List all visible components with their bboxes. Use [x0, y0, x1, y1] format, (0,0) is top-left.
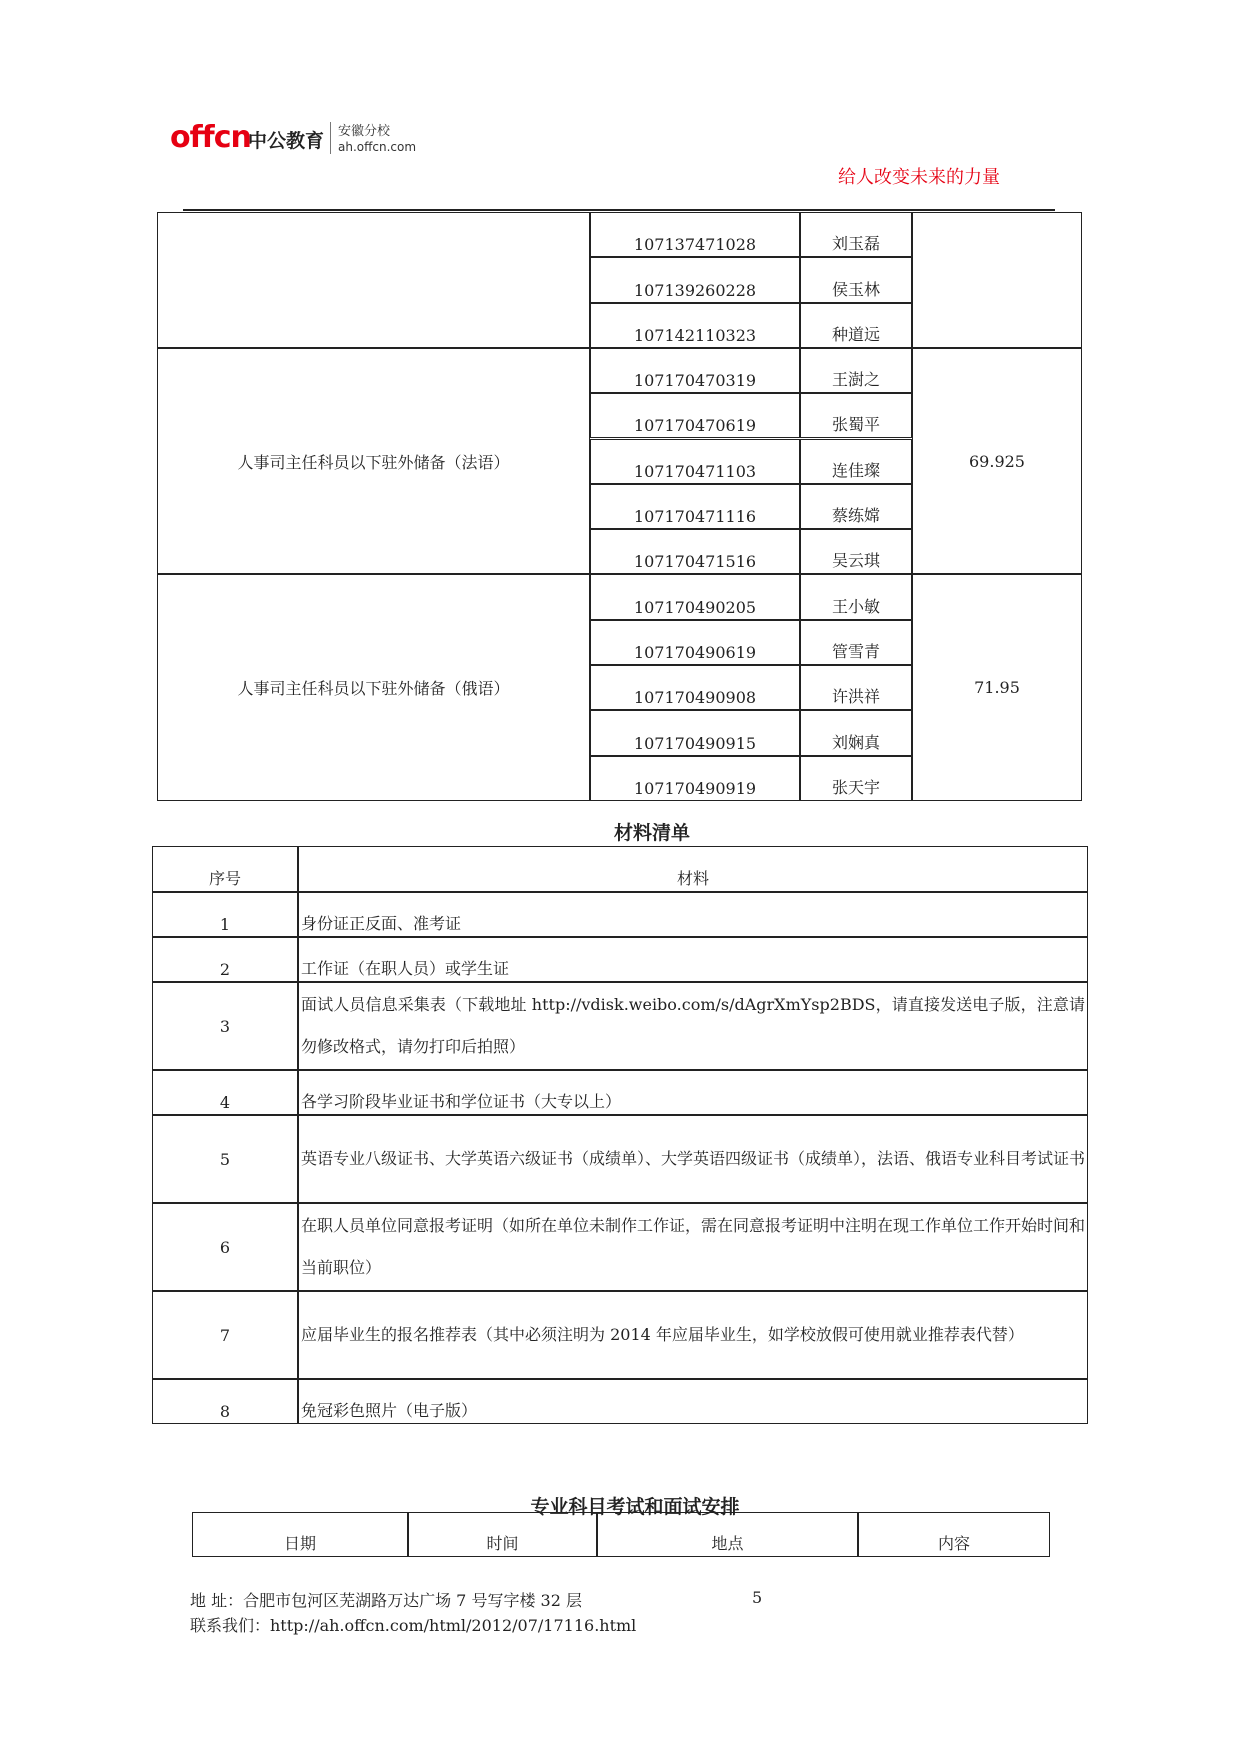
candidate-id-cell: 107170490919 — [590, 756, 800, 801]
material-row-text: 身份证正反面、准考证 — [298, 892, 1088, 937]
header-rule — [183, 209, 1055, 211]
candidate-id-cell: 107139260228 — [590, 257, 800, 302]
candidate-name-cell: 刘娴真 — [800, 710, 912, 755]
score-cell: 69.925 — [912, 348, 1082, 575]
page-number: 5 — [752, 1588, 763, 1607]
footer-address: 地 址：合肥市包河区芜湖路万达广场 7 号写字楼 32 层 — [190, 1591, 582, 1610]
material-row-text: 应届毕业生的报名推荐表（其中必须注明为 2014 年应届毕业生，如学校放假可使用就业推荐表代替） — [298, 1291, 1088, 1379]
candidate-id-cell: 107142110323 — [590, 303, 800, 348]
material-row-no: 7 — [152, 1291, 298, 1379]
schedule-header-cell: 时间 — [408, 1512, 597, 1557]
candidate-id-cell: 107170490205 — [590, 574, 800, 619]
candidate-name-cell: 蔡练嫦 — [800, 484, 912, 529]
schedule-header-cell: 内容 — [858, 1512, 1050, 1557]
material-row-no: 1 — [152, 892, 298, 937]
logo-branch: 安徽分校 — [338, 124, 391, 139]
candidate-name-cell: 连佳璨 — [800, 439, 912, 484]
schedule-header-cell: 地点 — [597, 1512, 858, 1557]
schedule-header-cell: 日期 — [192, 1512, 408, 1557]
material-row-text: 在职人员单位同意报考证明（如所在单位未制作工作证，需在同意报考证明中注明在现工作单位工作开始时间和当前职位） — [298, 1203, 1088, 1291]
materials-header-item: 材料 — [298, 846, 1088, 892]
material-row-text: 各学习阶段毕业证书和学位证书（大专以上） — [298, 1070, 1088, 1115]
candidate-id-cell: 107170490619 — [590, 620, 800, 665]
candidate-name-cell: 管雪青 — [800, 620, 912, 665]
candidate-name-cell: 许洪祥 — [800, 665, 912, 710]
candidate-id-cell: 107170471103 — [590, 439, 800, 484]
candidate-name-cell: 吴云琪 — [800, 529, 912, 574]
material-row-text: 免冠彩色照片（电子版） — [298, 1379, 1088, 1424]
material-row-no: 3 — [152, 982, 298, 1070]
candidate-id-cell: 107170471516 — [590, 529, 800, 574]
candidate-name-cell: 王小敏 — [800, 574, 912, 619]
candidate-name-cell: 侯玉林 — [800, 257, 912, 302]
header-slogan: 给人改变未来的力量 — [838, 167, 1000, 188]
candidate-id-cell: 107170471116 — [590, 484, 800, 529]
position-cell: 人事司主任科员以下驻外储备（俄语） — [157, 574, 590, 801]
candidate-name-cell: 张蜀平 — [800, 393, 912, 438]
materials-title: 材料清单 — [613, 822, 690, 844]
footer-contact: 联系我们：http://ah.offcn.com/html/2012/07/17116.html — [190, 1616, 637, 1635]
position-cell: 人事司主任科员以下驻外储备（法语） — [157, 348, 590, 575]
candidate-id-cell: 107170470619 — [590, 393, 800, 438]
candidate-id-cell: 107137471028 — [590, 212, 800, 257]
candidate-name-cell: 王澍之 — [800, 348, 912, 393]
candidate-id-cell: 107170490908 — [590, 665, 800, 710]
material-row-text: 工作证（在职人员）或学生证 — [298, 937, 1088, 982]
material-row-no: 2 — [152, 937, 298, 982]
material-row-no: 8 — [152, 1379, 298, 1424]
results-table-frame — [157, 212, 1082, 801]
candidate-name-cell: 种道远 — [800, 303, 912, 348]
logo-wordmark: offcn — [170, 120, 251, 155]
material-row-no: 6 — [152, 1203, 298, 1291]
material-row-no: 4 — [152, 1070, 298, 1115]
offcn-logo — [170, 112, 430, 164]
candidate-name-cell: 张天宇 — [800, 756, 912, 801]
logo-chinese-name: 中公教育 — [248, 130, 325, 152]
candidate-id-cell: 107170470319 — [590, 348, 800, 393]
candidate-name-cell: 刘玉磊 — [800, 212, 912, 257]
materials-header-no: 序号 — [152, 846, 298, 892]
material-row-text: 英语专业八级证书、大学英语六级证书（成绩单）、大学英语四级证书（成绩单），法语、俄语专业科目考试证书 — [298, 1115, 1088, 1203]
materials-table-frame — [152, 846, 1088, 1424]
candidate-id-cell: 107170490915 — [590, 710, 800, 755]
logo-domain: ah.offcn.com — [338, 140, 417, 154]
schedule-table-frame — [192, 1512, 1050, 1557]
schedule-title: 专业科目考试和面试安排 — [530, 1496, 740, 1518]
material-row-no: 5 — [152, 1115, 298, 1203]
logo-divider — [330, 122, 331, 154]
material-row-text: 面试人员信息采集表（下载地址 http://vdisk.weibo.com/s/dAgrXmYsp2BDS，请直接发送电子版，注意请勿修改格式，请勿打印后拍照） — [298, 982, 1088, 1070]
score-cell: 71.95 — [912, 574, 1082, 801]
